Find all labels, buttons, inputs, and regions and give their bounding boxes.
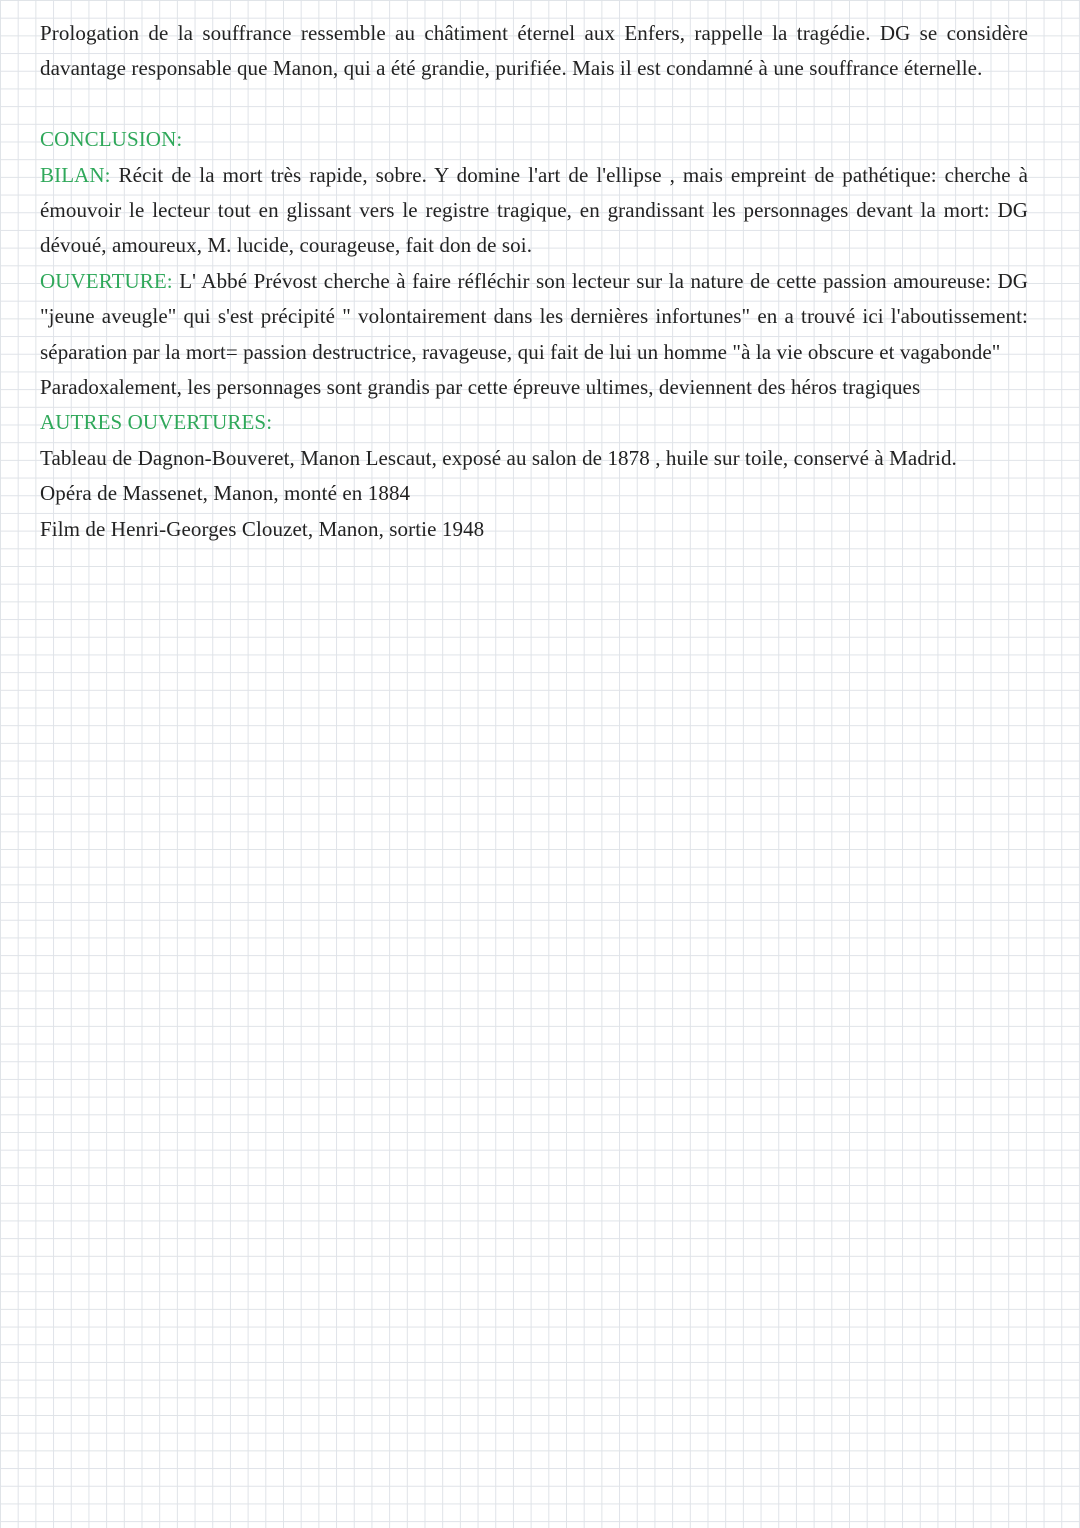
ouverture-text: L' Abbé Prévost cherche à faire réfléchir son lecteur sur la nature de cette passion amoureuse: DG "jeune aveugle" qui s'est précipité " volontairement dans les dernières infortunes" en a trouvé ici l'aboutissement: séparation par la mort= passion destructrice, ravageuse, qui fait de lui un homme "à la vie obscure et vagabonde" [40,268,1028,364]
bilan-text: Récit de la mort très rapide, sobre. Y domine l'art de l'ellipse , mais empreint de pathétique: cherche à émouvoir le lecteur tout en glissant vers le registre tragique, en grandissant les personnages devant la mort: DG dévoué, amoureux, M. lucide, courageuse, fait don de soi. [40,162,1028,258]
intro-paragraph: Prologation de la souffrance ressemble au châtiment éternel aux Enfers, rappelle la tragédie. DG se considère davantage responsable que Manon, qui a été grandie, purifiée. Mais il est condamné à une souffrance éternelle. [40,21,1028,81]
autres-item-film: Film de Henri-Georges Clouzet, Manon, sortie 1948 [40,516,485,541]
ouverture-paragraph [40,264,1028,370]
bilan-label: BILAN: [40,162,111,187]
paradox-paragraph: Paradoxalement, les personnages sont grandis par cette épreuve ultimes, deviennent des héros tragiques [40,375,921,400]
autres-item-opera: Opéra de Massenet, Manon, monté en 1884 [40,481,411,506]
spacer [40,87,1028,122]
autres-ouvertures-heading: AUTRES OUVERTURES: [40,410,273,435]
autres-item-tableau: Tableau de Dagnon-Bouveret, Manon Lescaut, exposé au salon de 1878 , huile sur toile, conservé à Madrid. [40,445,957,470]
bilan-paragraph [40,158,1028,264]
conclusion-heading: CONCLUSION: [40,127,183,152]
ouverture-label: OUVERTURE: [40,268,173,293]
document-page [40,16,1028,547]
